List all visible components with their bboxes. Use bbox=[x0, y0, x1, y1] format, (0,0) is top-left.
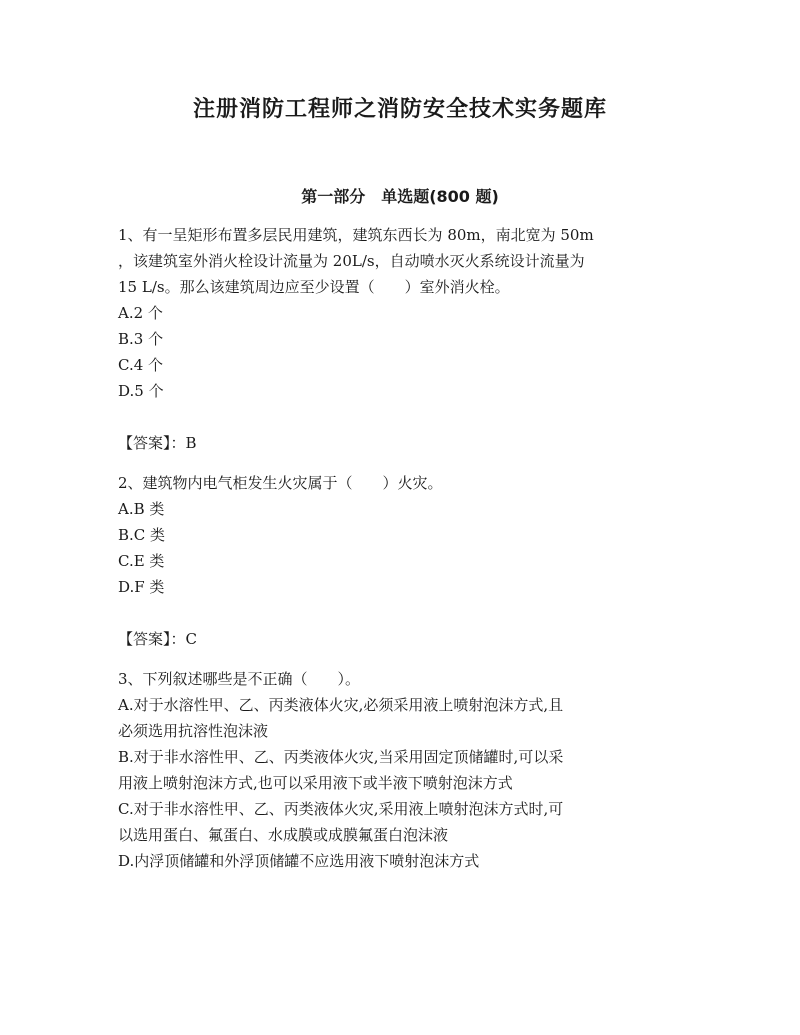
question-stem bbox=[118, 222, 688, 300]
question-1 bbox=[118, 222, 688, 404]
option-a: A.B 类 bbox=[118, 500, 165, 518]
question-list bbox=[118, 222, 688, 874]
stem-line: 15 L/s。那么该建筑周边应至少设置（ ）室外消火栓。 bbox=[118, 278, 510, 296]
question-stem bbox=[118, 666, 688, 692]
option-a: A.2 个 bbox=[118, 304, 163, 322]
option-c: C.4 个 bbox=[118, 356, 164, 374]
stem-line: 1、有一呈矩形布置多层民用建筑，建筑东西长为 80m，南北宽为 50m bbox=[118, 226, 594, 244]
option-line: B.对于非水溶性甲、乙、丙类液体火灾,当采用固定顶储罐时,可以采 bbox=[118, 748, 564, 766]
option-line: 以选用蛋白、氟蛋白、水成膜或成膜氟蛋白泡沫液 bbox=[118, 826, 449, 844]
option-b: B.C 类 bbox=[118, 526, 166, 544]
option-line: 用液上喷射泡沫方式,也可以采用液下或半液下喷射泡沫方式 bbox=[118, 774, 513, 792]
option-d bbox=[118, 848, 688, 874]
option-d: D.5 个 bbox=[118, 382, 164, 400]
question-3 bbox=[118, 666, 688, 874]
option-line: D.内浮顶储罐和外浮顶储罐不应选用液下喷射泡沫方式 bbox=[118, 852, 480, 870]
stem-line: 3、下列叙述哪些是不正确（ ）。 bbox=[118, 670, 361, 688]
document-title: 注册消防工程师之消防安全技术实务题库 bbox=[192, 97, 607, 122]
section-title: 第一部分 单选题(800 题) bbox=[301, 187, 499, 206]
option-c bbox=[118, 796, 688, 848]
stem-line: 2、建筑物内电气柜发生火灾属于（ ）火灾。 bbox=[118, 474, 443, 492]
answer-2: 【答案】：C bbox=[118, 630, 197, 648]
answer-1: 【答案】：B bbox=[118, 434, 197, 452]
option-d: D.F 类 bbox=[118, 578, 165, 596]
option-c: C.E 类 bbox=[118, 552, 165, 570]
option-b: B.3 个 bbox=[118, 330, 164, 348]
option-line: 必须选用抗溶性泡沫液 bbox=[118, 722, 269, 740]
option-a bbox=[118, 692, 688, 744]
question-stem bbox=[118, 470, 688, 496]
question-2 bbox=[118, 470, 688, 600]
stem-line: ，该建筑室外消火栓设计流量为 20L/s，自动喷水灭火系统设计流量为 bbox=[118, 252, 585, 270]
option-line: C.对于非水溶性甲、乙、丙类液体火灾,采用液上喷射泡沫方式时,可 bbox=[118, 800, 564, 818]
option-line: A.对于水溶性甲、乙、丙类液体火灾,必须采用液上喷射泡沫方式,且 bbox=[118, 696, 564, 714]
option-b bbox=[118, 744, 688, 796]
